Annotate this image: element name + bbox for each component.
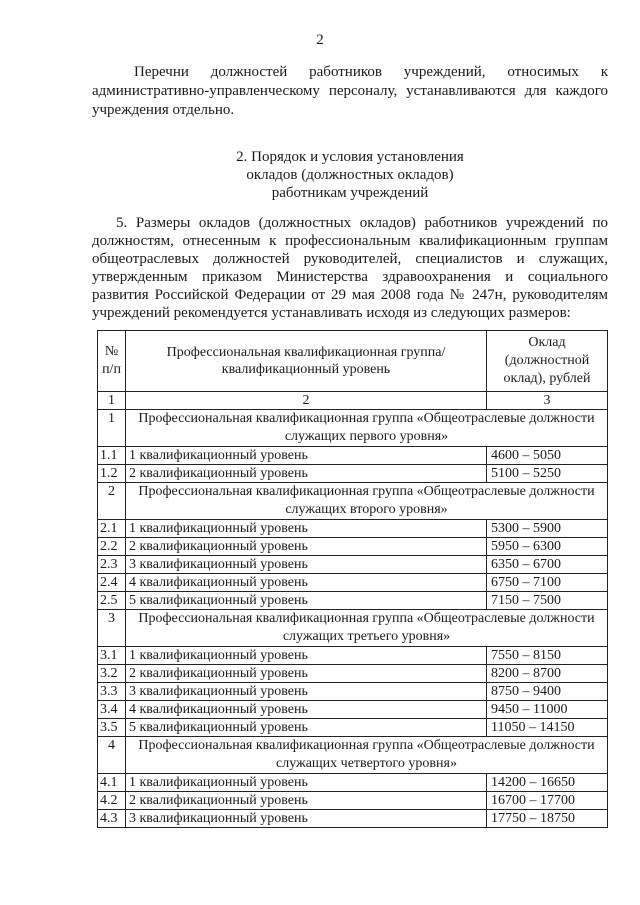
row-level: 2 квалификационный уровень (126, 665, 487, 683)
row-number: 4.2 (98, 792, 126, 810)
group-number: 3 (98, 610, 126, 647)
group-title: Профессиональная квалификационная группа «Общеотраслевые должности служащих третьего уровня» (126, 610, 608, 647)
row-salary: 9450 – 11000 (487, 701, 608, 719)
row-salary: 6750 – 7100 (487, 574, 608, 592)
group-title: Профессиональная квалификационная группа «Общеотраслевые должности служащих второго уровня» (126, 483, 608, 520)
table-row (98, 465, 608, 483)
header-num: № п/п (98, 331, 126, 392)
row-salary: 11050 – 14150 (487, 719, 608, 737)
group-title: Профессиональная квалификационная группа «Общеотраслевые должности служащих четвертого уровня» (126, 737, 608, 774)
intro-paragraph: Перечни должностей работников учреждений, относимых к административно-управленческому персоналу, устанавливаются для каждого учреждения отдельно. (92, 64, 608, 118)
section-heading-line-1: 2. Порядок и условия установления (236, 149, 464, 165)
group-title: Профессиональная квалификационная группа «Общеотраслевые должности служащих первого уровня» (126, 410, 608, 447)
row-salary: 8200 – 8700 (487, 665, 608, 683)
row-salary: 17750 – 18750 (487, 810, 608, 828)
row-salary: 7150 – 7500 (487, 592, 608, 610)
row-level: 2 квалификационный уровень (126, 792, 487, 810)
table-row (98, 538, 608, 556)
section-heading-line-3: работникам учреждений (271, 185, 429, 201)
row-salary: 6350 – 6700 (487, 556, 608, 574)
row-salary: 4600 – 5050 (487, 447, 608, 465)
group-number: 1 (98, 410, 126, 447)
row-level: 1 квалификационный уровень (126, 447, 487, 465)
row-level: 3 квалификационный уровень (126, 810, 487, 828)
row-level: 5 квалификационный уровень (126, 592, 487, 610)
section-heading (92, 148, 608, 202)
row-salary: 8750 – 9400 (487, 683, 608, 701)
row-number: 3.4 (98, 701, 126, 719)
group-row (98, 483, 608, 520)
row-salary: 5300 – 5900 (487, 520, 608, 538)
row-level: 1 квалификационный уровень (126, 774, 487, 792)
row-number: 3.5 (98, 719, 126, 737)
paragraph-5: 5. Размеры окладов (должностных окладов) работников учреждений по должностям, отнесенным к профессиональным квалификационным группам общеотраслевых должностей руководителей, специалистов и служащих, утвержденным приказом Министерства здравоохранения и социального развития Российской Федерации от 29 мая 2008 года № 247н, руководителям учреждений рекомендуется устанавливать исходя из следующих размеров: (92, 215, 608, 321)
section-heading-line-2: окладов (должностных окладов) (246, 167, 454, 183)
table-row (98, 592, 608, 610)
column-number-2: 2 (126, 392, 487, 410)
row-level: 3 квалификационный уровень (126, 683, 487, 701)
table-row (98, 810, 608, 828)
group-row (98, 410, 608, 447)
header-salary: Оклад (должностной оклад), рублей (487, 331, 608, 392)
salary-table (97, 330, 608, 828)
row-salary: 5100 – 5250 (487, 465, 608, 483)
row-level: 1 квалификационный уровень (126, 520, 487, 538)
row-number: 2.2 (98, 538, 126, 556)
row-salary: 5950 – 6300 (487, 538, 608, 556)
row-level: 1 квалификационный уровень (126, 647, 487, 665)
table-row (98, 447, 608, 465)
table-row (98, 683, 608, 701)
row-number: 2.3 (98, 556, 126, 574)
row-salary: 14200 – 16650 (487, 774, 608, 792)
row-level: 2 квалификационный уровень (126, 538, 487, 556)
table-header-row (98, 331, 608, 392)
table-row (98, 774, 608, 792)
group-number: 4 (98, 737, 126, 774)
table-row (98, 719, 608, 737)
row-level: 4 квалификационный уровень (126, 574, 487, 592)
table-row (98, 647, 608, 665)
row-number: 1.2 (98, 465, 126, 483)
row-number: 3.2 (98, 665, 126, 683)
row-number: 3.3 (98, 683, 126, 701)
row-number: 2.4 (98, 574, 126, 592)
row-number: 3.1 (98, 647, 126, 665)
table-row (98, 574, 608, 592)
row-level: 2 квалификационный уровень (126, 465, 487, 483)
row-level: 5 квалификационный уровень (126, 719, 487, 737)
page-number: 2 (316, 32, 324, 48)
row-number: 1.1 (98, 447, 126, 465)
column-number-3: 3 (487, 392, 608, 410)
row-number: 2.1 (98, 520, 126, 538)
group-number: 2 (98, 483, 126, 520)
table-row (98, 701, 608, 719)
row-salary: 16700 – 17700 (487, 792, 608, 810)
group-row (98, 610, 608, 647)
row-number: 4.3 (98, 810, 126, 828)
table-row (98, 792, 608, 810)
row-level: 3 квалификационный уровень (126, 556, 487, 574)
group-row (98, 737, 608, 774)
row-number: 4.1 (98, 774, 126, 792)
row-level: 4 квалификационный уровень (126, 701, 487, 719)
column-number-row (98, 392, 608, 410)
column-number-1: 1 (98, 392, 126, 410)
table-row (98, 520, 608, 538)
table-row (98, 556, 608, 574)
row-salary: 7550 – 8150 (487, 647, 608, 665)
table-row (98, 665, 608, 683)
header-name: Профессиональная квалификационная группа/ квалификационный уровень (126, 331, 487, 392)
row-number: 2.5 (98, 592, 126, 610)
